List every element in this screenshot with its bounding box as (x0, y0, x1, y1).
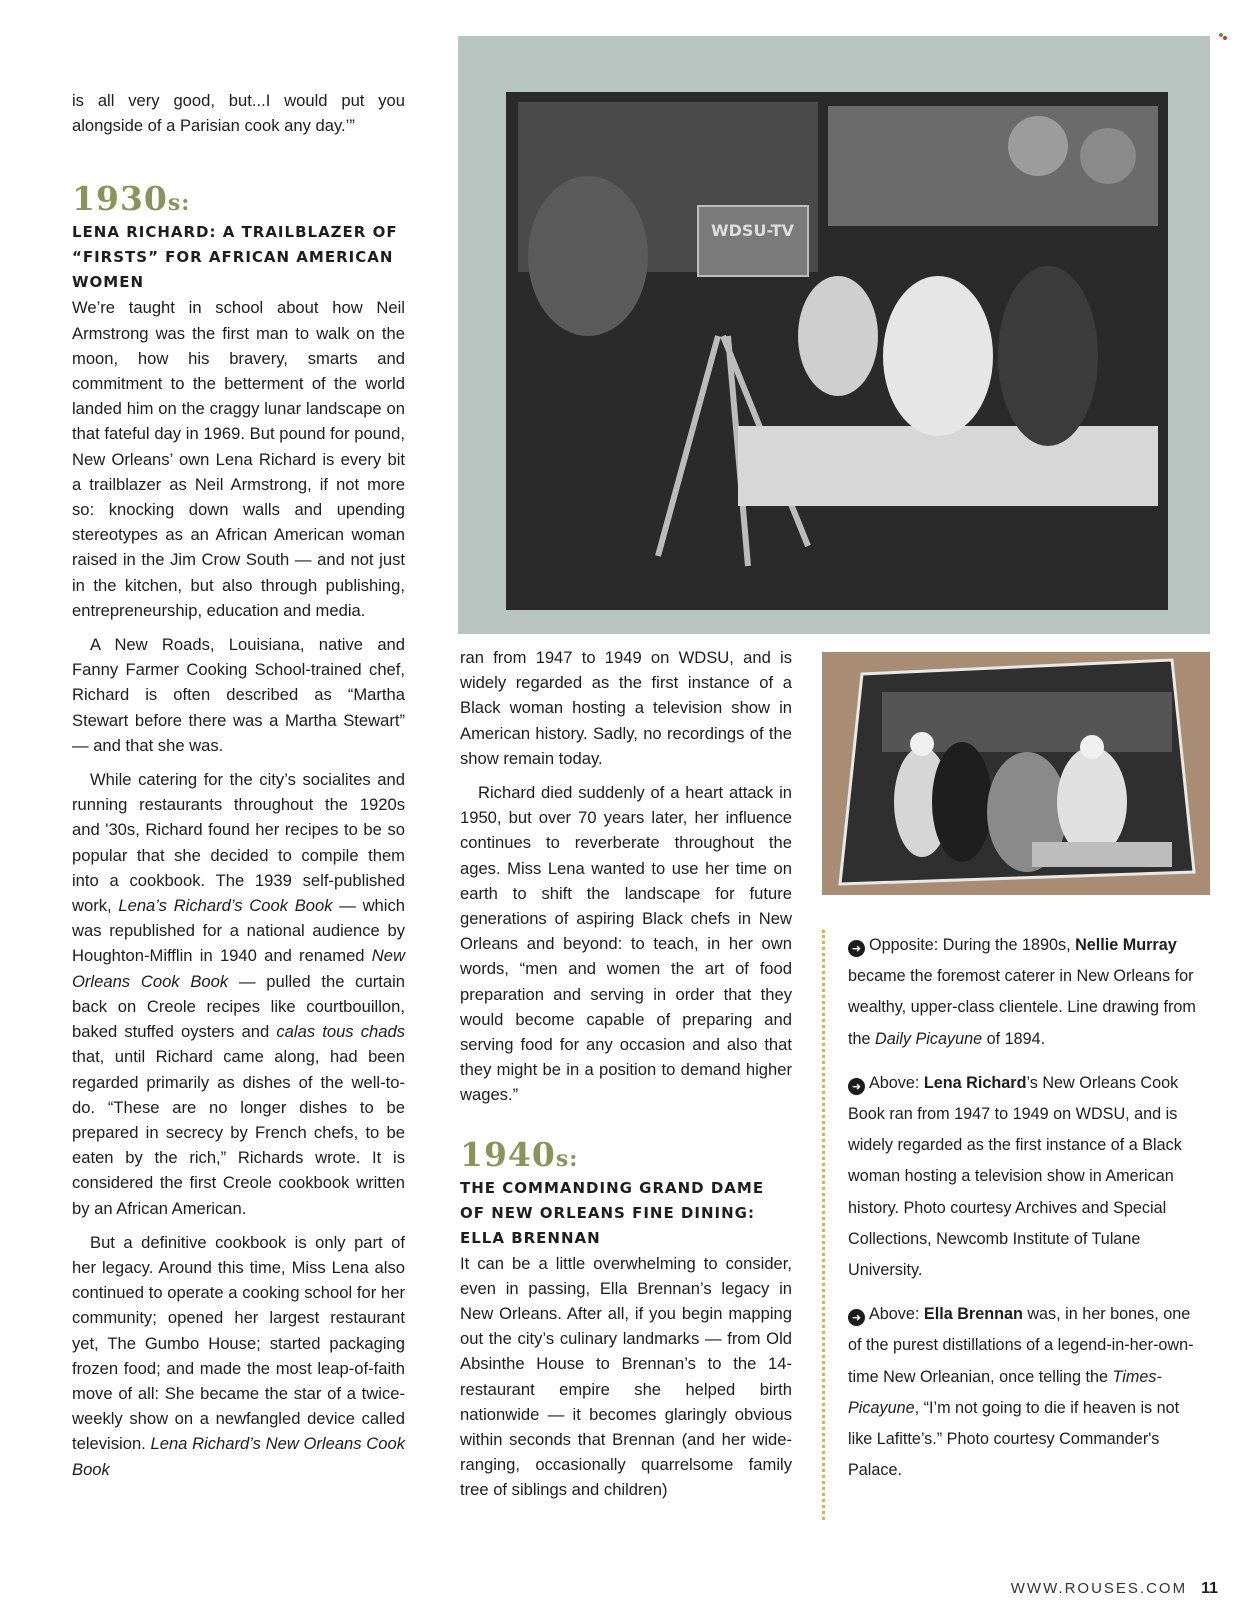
photo-captions (822, 930, 1197, 1499)
book-title: New Orleans Cook Book (72, 946, 405, 991)
paragraph: It can be a little overwhelming to consider, even in passing, Ella Brennan’s legacy in New Orleans. After all, if you begin mapping out the city’s culinary landmarks — from Old Absinthe House to Brennan’s to the 14-restaurant empire she helped birth nationwide — it becomes glaringly obvious within seconds that Brennan (and her wide-ranging, occasionally quarrelsome family tree of siblings and children) (460, 1253, 792, 1500)
paragraph: ran from 1947 to 1949 on WDSU, and is widely regarded as the first instance of a Black woman hosting a television show in American history. Sadly, no recordings of the show remain today. (460, 648, 792, 768)
website-link[interactable]: WWW.ROUSES.COM (1010, 1580, 1188, 1597)
book-title: Lena’s Richard’s Cook Book (118, 896, 333, 916)
caption-name: Ella Brennan (923, 1305, 1023, 1324)
photo-ella-brennan-kitchen (822, 652, 1210, 895)
decade-number: 1930 (72, 179, 168, 219)
corner-mark-icon (1218, 32, 1228, 42)
dish-name: calas tous chads (276, 1022, 405, 1042)
paragraph (72, 1230, 405, 1482)
caption-name: Nellie Murray (1075, 936, 1177, 954)
arrow-right-icon: ➜ (848, 1309, 865, 1326)
text-run: was, in her bones, one of the purest distillations of a legend-in-her-own-time New Orleanian, once telling the (848, 1305, 1194, 1386)
text-run: , “I’m not going to die if heaven is not like Lafitte’s.” Photo courtesy Commander's Palace. (848, 1398, 1180, 1480)
paragraph (72, 767, 405, 1221)
caption-ella-brennan (822, 1299, 1197, 1486)
text-run: While catering for the city’s socialites and running restaurants throughout the 1920s and '30s, Richard found her recipes to be so popular that she decided to compile them into a cookbook. The 1939 self-published work, (72, 770, 405, 916)
text-run: — which was republished for a national audience by Houghton-Mifflin in 1940 and renamed (72, 896, 405, 966)
publication-title: Times-Picayune (848, 1367, 1162, 1417)
left-column (72, 88, 405, 1482)
caption-nellie-murray (822, 930, 1197, 1055)
decade-suffix: s: (167, 190, 191, 217)
text-run: became the foremost caterer in New Orleans for wealthy, upper-class clientele. Line drawing from the (848, 967, 1196, 1048)
publication-title: Daily Picayune (875, 1029, 983, 1048)
decade-suffix: s: (555, 1145, 579, 1172)
text-run: of 1894. (982, 1029, 1046, 1048)
paragraph: Richard died suddenly of a heart attack in 1950, but over 70 years later, her influence continues to reverberate throughout the ages. Miss Lena wanted to use her time on earth to shift the landscape for future generations of aspiring Black chefs in New Orleans and beyond: to teach, in her own words, “men and women the art of food preparation and serving in order that they would become capable of preparing and serving food for any occasion and also that they might be in a position to demand higher wages.” (460, 783, 792, 1105)
page-number: 11 (1201, 1580, 1218, 1597)
text-run: But a definitive cookbook is only part of her legacy. Around this time, Miss Lena also continued to operate a cooking school for her community; opened her largest restaurant yet, The Gumbo House; started packaging frozen food; and made the most leap-of-faith move of all: She became the star of a twice-weekly show on a newfangled device called television. (72, 1232, 405, 1454)
text-run: Above: (869, 1073, 924, 1092)
tv-sign-text: WDSU-TV (711, 221, 795, 240)
arrow-right-icon: ➜ (848, 1078, 865, 1095)
caption-lena-richard (822, 1068, 1197, 1286)
show-title: Lena Richard’s New Orleans Cook Book (72, 1434, 405, 1479)
intro-quote: is all very good, but...I would put you alongside of a Parisian cook any day.’” (72, 91, 405, 136)
tv-studio-photo (458, 36, 1210, 634)
paragraph: We’re taught in school about how Neil Armstrong was the first man to walk on the moon, how his bravery, smarts and commitment to the betterment of the world landed him on the craggy lunar landscape on that fateful day in 1969. But pound for pound, New Orleans’ own Lena Richard is every bit a trailblazer as Neil Armstrong, if not more so: knocking down walls and upending stereotypes as an African American woman raised in the Jim Crow South — and not just in the kitchen, but also through publishing, entrepreneurship, education and media. (72, 298, 405, 620)
photo-lena-richard-tv-show (458, 36, 1210, 634)
kitchen-photo (822, 652, 1210, 895)
decade-number: 1940 (460, 1134, 556, 1174)
caption-name: Lena Richard (923, 1073, 1027, 1092)
section-heading-1930s: LENA RICHARD: A TRAILBLAZER OF “FIRSTS” FOR AFRICAN AMERICAN WOMEN (72, 223, 398, 292)
text-run: that, until Richard came along, had been regarded primarily as dishes of the well-to-do. “These are no longer dishes to be prepared in secrecy by French chefs, to be eaten by the rich,” Richards wrote. It is considered the first Creole cookbook written by an African American. (72, 1047, 405, 1218)
paragraph: A New Roads, Louisiana, native and Fanny Farmer Cooking School-trained chef, Richard is often described as “Martha Stewart before there was a Martha Stewart” — and that she was. (72, 635, 405, 755)
text-run: — pulled the curtain back on Creole recipes like courtbouillon, baked stuffed oysters and (72, 971, 405, 1042)
decade-heading-1930s (72, 179, 405, 220)
middle-column (460, 645, 792, 1503)
decade-heading-1940s (460, 1134, 792, 1176)
section-heading-1940s: THE COMMANDING GRAND DAME OF NEW ORLEANS FINE DINING: ELLA BRENNAN (460, 1178, 765, 1247)
page-footer (1011, 1580, 1218, 1598)
text-run: ’s New Orleans Cook Book ran from 1947 to 1949 on WDSU, and is widely regarded as the first instance of a Black woman hosting a television show in American history. Photo courtesy Archives and Special Collections, Newcomb Institute of Tulane University. (848, 1073, 1182, 1280)
arrow-right-icon: ➜ (848, 940, 865, 957)
text-run: Opposite: During the 1890s, (869, 936, 1076, 954)
text-run: Above: (869, 1305, 924, 1324)
